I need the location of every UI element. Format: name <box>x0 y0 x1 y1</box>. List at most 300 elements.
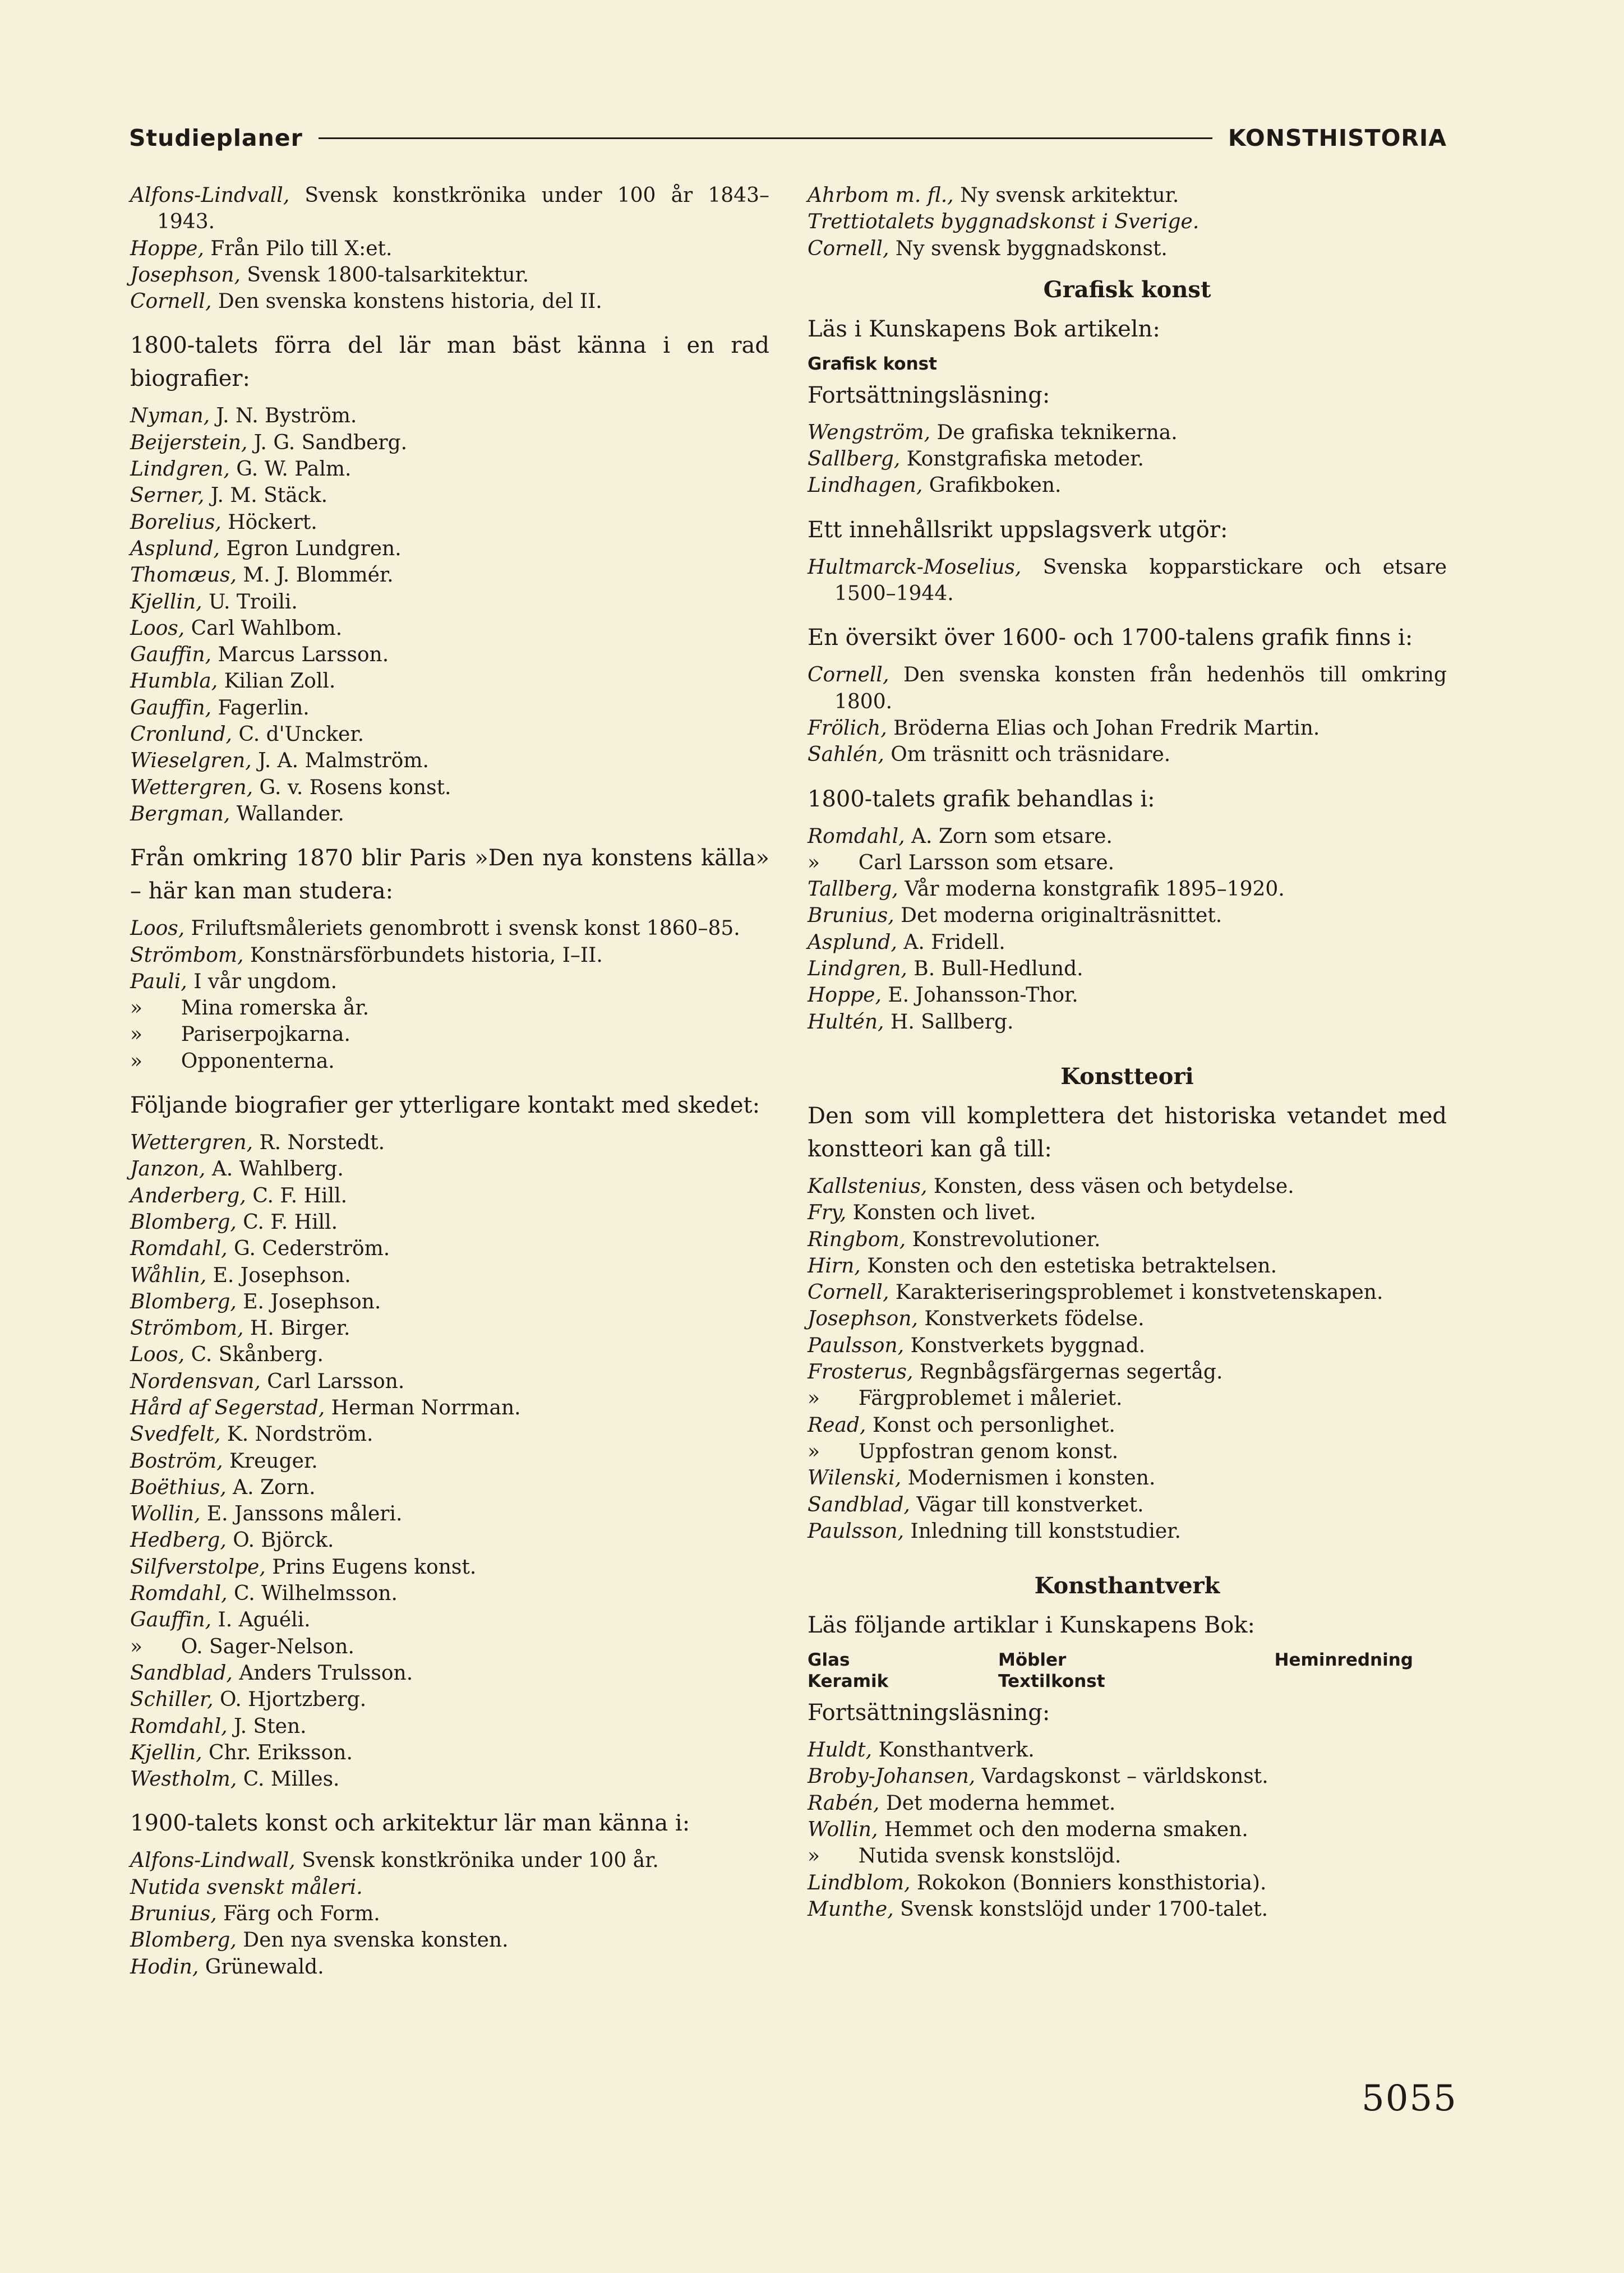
entry-author: Hedberg, <box>130 1529 227 1552</box>
entry-author: Wåhlin, <box>130 1264 207 1287</box>
entry-title: Ny svensk byggnadskonst. <box>895 237 1168 260</box>
entry-title: H. Birger. <box>250 1317 350 1340</box>
entry-author: Cornell, <box>808 663 889 687</box>
bibliography-entry <box>130 615 769 642</box>
entry-author: Cornell, <box>808 237 889 260</box>
entry-author: Hirn, <box>808 1254 861 1278</box>
entry-author: Cornell, <box>130 290 212 313</box>
entry-title: E. Josephson. <box>213 1264 351 1287</box>
entry-author: Blomberg, <box>130 1210 237 1234</box>
entry-title: H. Sallberg. <box>890 1010 1014 1034</box>
entry-title: I vår ungdom. <box>193 970 338 993</box>
ditto-mark: » <box>130 1635 143 1658</box>
entry-author: Broby-Johansen, <box>808 1765 976 1788</box>
entry-author: Boström, <box>130 1449 223 1473</box>
entry-title: J. G. Sandberg. <box>253 431 408 454</box>
entry-title: M. J. Blommér. <box>243 564 394 587</box>
entry-title: Konsten och den estetiska betraktelsen. <box>867 1254 1277 1278</box>
bibliography-entry <box>808 1465 1447 1491</box>
bibliography-entry <box>130 262 769 288</box>
bibliography-entry <box>130 1580 769 1607</box>
entry-title: G. W. Palm. <box>236 458 352 481</box>
entry-author: Cornell, <box>808 1281 889 1304</box>
bibliography-entry <box>808 741 1447 768</box>
bibliography-entry <box>130 1660 769 1686</box>
entry-author: Pauli, <box>130 970 187 993</box>
entry-author: Hoppe, <box>808 984 882 1007</box>
entry-title: A. Fridell. <box>903 930 1005 954</box>
bibliography-entry <box>808 1333 1447 1359</box>
bibliography-entry <box>130 1607 769 1633</box>
article-reference-list <box>808 1649 1447 1692</box>
bibliography-entry <box>130 456 769 482</box>
bibliography-entry <box>130 182 769 236</box>
bibliography-entry <box>130 748 769 774</box>
entry-title: Hemmet och den moderna smaken. <box>884 1818 1248 1841</box>
ditto-mark: » <box>808 1845 820 1868</box>
entry-title: J. N. Byström. <box>216 404 357 428</box>
article-reference: Keramik <box>808 1671 889 1692</box>
entry-title: G. v. Rosens konst. <box>259 776 451 799</box>
bibliography-entry <box>808 1843 1447 1869</box>
bibliography-entry <box>130 1766 769 1792</box>
entry-author: Frölich, <box>808 716 887 740</box>
entry-author: Hodin, <box>130 1955 199 1979</box>
entry-author: Lindgren, <box>130 458 230 481</box>
bibliography-entry <box>130 1395 769 1421</box>
entry-author: Boëthius, <box>130 1476 227 1499</box>
bibliography-entry <box>130 1740 769 1766</box>
bibliography-entry <box>130 1183 769 1209</box>
entry-title: Det moderna hemmet. <box>885 1791 1116 1815</box>
entry-title: Konstverkets födelse. <box>924 1307 1145 1331</box>
entry-title: Vägar till konstverket. <box>916 1493 1144 1516</box>
bibliography-entry <box>808 419 1447 446</box>
entry-title: C. Milles. <box>243 1768 340 1791</box>
entry-author: Cronlund, <box>130 723 232 746</box>
entry-author: Romdahl, <box>808 824 905 848</box>
bibliography-entry <box>130 668 769 694</box>
entry-author: Westholm, <box>130 1768 237 1791</box>
bibliography-entry <box>130 1262 769 1289</box>
entry-title: Den nya svenska konsten. <box>243 1929 509 1952</box>
left-column <box>130 182 769 1980</box>
bibliography-entry <box>808 1763 1447 1790</box>
entry-author: Frosterus, <box>808 1361 913 1384</box>
bibliography-entry <box>130 1847 769 1874</box>
bibliography-entry <box>808 1306 1447 1332</box>
entry-author: Brunius, <box>808 904 894 928</box>
bibliography-entry <box>130 1315 769 1341</box>
entry-author: Silfverstolpe, <box>130 1555 266 1579</box>
entry-title: Rokokon (Bonniers konsthistoria). <box>916 1871 1267 1894</box>
bibliography-entry <box>130 1289 769 1315</box>
bibliography-entry <box>130 995 769 1021</box>
entry-author: Wollin, <box>808 1818 878 1841</box>
entry-title: De grafiska teknikerna. <box>936 421 1178 444</box>
entry-title: Svensk konstkrönika under 100 år. <box>302 1849 659 1873</box>
entry-author: Hultmarck-Moselius, <box>808 555 1022 579</box>
bibliography-entry <box>808 1385 1447 1412</box>
entry-title: Konsten, dess väsen och betydelse. <box>933 1174 1294 1198</box>
entry-title: E. Johansson-Thor. <box>888 984 1078 1007</box>
bibliography-entry <box>130 1474 769 1501</box>
bibliography-entry <box>808 1896 1447 1922</box>
entry-title: Svensk konstkrönika under 100 år 1843–1943. <box>157 184 769 234</box>
entry-title: C. F. Hill. <box>243 1210 338 1234</box>
entry-title: E. Josephson. <box>243 1290 381 1313</box>
bibliography-entry <box>130 695 769 721</box>
header-left: Studieplaner <box>129 125 303 151</box>
bibliography-entry <box>808 1200 1447 1226</box>
bibliography-entry <box>808 1870 1447 1896</box>
entry-title: Konst och personlighet. <box>872 1413 1115 1437</box>
entry-author: Paulsson, <box>808 1519 905 1543</box>
article-reference: Heminredning <box>1274 1650 1413 1671</box>
entry-title: Chr. Eriksson. <box>208 1741 353 1764</box>
bibliography-entry <box>808 554 1447 607</box>
entry-author: Humbla, <box>130 670 218 693</box>
bibliography-entry <box>130 1501 769 1527</box>
entry-author: Sandblad, <box>130 1661 233 1685</box>
bibliography-entry <box>808 1227 1447 1253</box>
entry-title: Den svenska konsten från hedenhös till omkring 1800. <box>834 663 1447 713</box>
bibliography-entry <box>808 1359 1447 1385</box>
entry-title: Uppfostran genom konst. <box>858 1440 1119 1463</box>
entry-author: Ahrbom m. fl., <box>808 184 954 207</box>
entry-author: Thomæus, <box>130 564 237 587</box>
entry-author: Wollin, <box>130 1502 201 1526</box>
entry-author: Lindblom, <box>808 1871 911 1894</box>
entry-title: C. Skånberg. <box>191 1343 324 1367</box>
entry-author: Hoppe, <box>130 237 204 260</box>
entry-author: Nordensvan, <box>130 1370 261 1393</box>
bibliography-entry <box>130 403 769 429</box>
entry-author: Munthe, <box>808 1897 894 1921</box>
bibliography-entry <box>808 1009 1447 1035</box>
entry-title: J. M. Stäck. <box>210 484 328 508</box>
bibliography-entry <box>130 288 769 315</box>
entry-author: Paulsson, <box>808 1334 905 1357</box>
entry-title: Karakteriseringsproblemet i konstvetenskapen. <box>895 1281 1383 1304</box>
entry-author: Svedfelt, <box>130 1423 221 1446</box>
bibliography-entry <box>130 1341 769 1368</box>
entry-title: O. Björck. <box>233 1529 334 1552</box>
bibliography-entry <box>808 1412 1447 1439</box>
section-heading: Konsthantverk <box>1034 1573 1220 1599</box>
entry-title: Svensk konstslöjd under 1700-talet. <box>900 1897 1268 1921</box>
entry-author: Josephson, <box>808 1307 918 1331</box>
ditto-mark: » <box>808 1440 820 1463</box>
entry-author: Loos, <box>130 616 185 640</box>
paragraph: Fortsättningsläsning: <box>808 382 1050 408</box>
entry-author: Sahlén, <box>808 743 884 767</box>
bibliography-entry <box>130 430 769 456</box>
bibliography-entry <box>808 662 1447 715</box>
paragraph: Läs i Kunskapens Bok artikeln: <box>808 316 1160 342</box>
entry-author: Huldt, <box>808 1739 873 1762</box>
bibliography-entry <box>130 969 769 995</box>
entry-author: Borelius, <box>130 510 222 534</box>
entry-author: Romdahl, <box>130 1237 228 1261</box>
entry-title: Konstverkets byggnad. <box>910 1334 1146 1357</box>
bibliography-entry <box>130 642 769 668</box>
entry-author: Romdahl, <box>130 1582 228 1606</box>
entry-title: Den svenska konstens historia, del II. <box>218 290 602 313</box>
entry-title: Carl Larsson. <box>267 1370 405 1393</box>
entry-author: Sandblad, <box>808 1493 910 1516</box>
entry-title: Grafikboken. <box>929 474 1062 497</box>
bibliography-entry <box>808 1253 1447 1279</box>
entry-author: Janzon, <box>130 1158 206 1181</box>
entry-author: Strömbom, <box>130 1317 244 1340</box>
entry-title: I. Aguéli. <box>218 1608 311 1632</box>
entry-author: Lindgren, <box>808 957 907 981</box>
paragraph: Läs följande artiklar i Kunskapens Bok: <box>808 1612 1256 1639</box>
entry-title: Modernismen i konsten. <box>907 1467 1156 1490</box>
entry-author: Anderberg, <box>130 1184 246 1207</box>
entry-title: Egron Lundgren. <box>226 537 402 560</box>
bibliography-entry <box>808 1173 1447 1200</box>
entry-title: A. Zorn. <box>233 1476 316 1499</box>
entry-title: Svensk 1800-talsarkitektur. <box>247 263 529 287</box>
article-reference: Grafisk konst <box>808 353 937 374</box>
entry-title: Grünewald. <box>205 1955 324 1979</box>
entry-author: Asplund, <box>130 537 220 560</box>
bibliography-entry <box>130 236 769 262</box>
bibliography-entry <box>808 1737 1447 1763</box>
entry-author: Sallberg, <box>808 448 901 471</box>
entry-title: Det moderna originalträsnittet. <box>901 904 1222 928</box>
entry-author: Loos, <box>130 917 185 940</box>
entry-author: Gauffin, <box>130 1608 212 1632</box>
entry-author: Nyman, <box>130 404 210 428</box>
entry-author: Lindhagen, <box>808 474 923 497</box>
entry-author: Schiller, <box>130 1688 214 1712</box>
bibliography-entry <box>130 1021 769 1048</box>
entry-author: Nutida svenskt måleri. <box>130 1875 363 1899</box>
bibliography-entry <box>130 801 769 827</box>
bibliography-entry <box>130 536 769 562</box>
bibliography-entry <box>130 1686 769 1713</box>
bibliography-entry <box>808 446 1447 472</box>
entry-author: Alfons-Lindvall, <box>130 184 290 207</box>
bibliography-entry <box>130 1527 769 1553</box>
article-reference: Glas <box>808 1650 850 1671</box>
entry-title: J. Sten. <box>234 1714 307 1738</box>
bibliography-entry <box>130 721 769 748</box>
page-number: 5055 <box>1362 2078 1457 2119</box>
article-reference: Textilkonst <box>998 1671 1105 1692</box>
entry-author: Wilenski, <box>808 1467 902 1490</box>
entry-title: Färg och Form. <box>223 1902 380 1926</box>
entry-author: Gauffin, <box>130 696 212 720</box>
entry-title: Herman Norrman. <box>331 1396 521 1419</box>
entry-title: Konstnärsförbundets historia, I–II. <box>250 943 603 967</box>
entry-author: Read, <box>808 1413 866 1437</box>
bibliography-entry <box>808 1439 1447 1465</box>
ditto-mark: » <box>130 1049 143 1073</box>
entry-title: A. Zorn som etsare. <box>911 824 1113 848</box>
article-reference: Möbler <box>998 1650 1067 1671</box>
entry-title: Om träsnitt och träsnidare. <box>891 743 1171 767</box>
entry-author: Josephson, <box>130 263 241 287</box>
entry-author: Bergman, <box>130 802 230 826</box>
entry-title: Nutida svensk konstslöjd. <box>858 1845 1122 1868</box>
bibliography-entry <box>130 1954 769 1980</box>
entry-title: Inledning till konststudier. <box>910 1519 1181 1543</box>
entry-title: Konstrevolutioner. <box>912 1228 1101 1251</box>
entry-title: K. Nordström. <box>227 1423 373 1446</box>
ditto-mark: » <box>130 997 143 1020</box>
bibliography-entry <box>130 1421 769 1447</box>
bibliography-entry <box>130 1901 769 1927</box>
bibliography-entry <box>130 562 769 588</box>
entry-title: U. Troili. <box>208 590 298 614</box>
ditto-mark: » <box>130 1023 143 1046</box>
entry-title: Pariserpojkarna. <box>181 1023 350 1046</box>
bibliography-entry <box>808 823 1447 850</box>
bibliography-entry <box>130 1368 769 1395</box>
bibliography-entry <box>808 1279 1447 1306</box>
paragraph: Den som vill komplettera det historiska vetandet med konstteori kan gå till: <box>808 1103 1447 1162</box>
bibliography-entry <box>130 1874 769 1901</box>
entry-title: O. Sager-Nelson. <box>181 1635 354 1658</box>
entry-author: Hultén, <box>808 1010 884 1034</box>
section-heading: Grafisk konst <box>1043 276 1211 303</box>
ditto-mark: » <box>808 851 820 874</box>
paragraph: 1900-talets konst och arkitektur lär man känna i: <box>130 1810 690 1837</box>
paragraph: 1800-talets förra del lär man bäst känna i en rad biografier: <box>130 333 769 392</box>
entry-title: Ny svensk arkitektur. <box>960 184 1179 207</box>
bibliography-entry <box>130 589 769 615</box>
entry-author: Beijerstein, <box>130 431 248 454</box>
entry-title: Marcus Larsson. <box>218 643 389 667</box>
entry-title: Fagerlin. <box>218 696 310 720</box>
bibliography-entry <box>130 942 769 969</box>
bibliography-entry <box>808 902 1447 929</box>
entry-title: B. Bull-Hedlund. <box>913 957 1083 981</box>
bibliography-entry <box>808 956 1447 982</box>
entry-author: Gauffin, <box>130 643 212 667</box>
bibliography-entry <box>808 715 1447 741</box>
bibliography-entry <box>808 472 1447 499</box>
entry-title: Konsten och livet. <box>852 1201 1036 1225</box>
entry-title: Anders Trulsson. <box>239 1661 413 1685</box>
header-rule <box>319 137 1212 139</box>
entry-title: Opponenterna. <box>181 1049 335 1073</box>
entry-author: Romdahl, <box>130 1714 228 1738</box>
bibliography-entry <box>808 876 1447 902</box>
bibliography-entry <box>808 236 1447 262</box>
entry-title: Friluftsmåleriets genombrott i svensk konst 1860–85. <box>191 917 740 940</box>
paragraph: Från omkring 1870 blir Paris »Den nya konstens källa» – här kan man studera: <box>130 845 769 905</box>
entry-author: Tallberg, <box>808 878 898 901</box>
entry-title: E. Janssons måleri. <box>206 1502 403 1526</box>
entry-author: Blomberg, <box>130 1290 237 1313</box>
entry-author: Hård af Segerstad, <box>130 1396 325 1419</box>
bibliography-entry <box>808 850 1447 876</box>
bibliography-entry <box>130 1634 769 1660</box>
paragraph: Följande biografier ger ytterligare kontakt med skedet: <box>130 1092 760 1119</box>
paragraph: Fortsättningsläsning: <box>808 1700 1050 1726</box>
entry-title: Konsthantverk. <box>878 1739 1035 1762</box>
entry-author: Kjellin, <box>130 590 202 614</box>
entry-title: C. Wilhelmsson. <box>234 1582 398 1606</box>
entry-title: G. Cederström. <box>234 1237 390 1261</box>
paragraph: Ett innehållsrikt uppslagsverk utgör: <box>808 517 1228 543</box>
ditto-mark: » <box>808 1387 820 1410</box>
bibliography-entry <box>130 1235 769 1262</box>
bibliography-entry <box>130 1927 769 1953</box>
entry-title: Mina romerska år. <box>181 997 370 1020</box>
bibliography-entry <box>808 982 1447 1008</box>
entry-title: Carl Wahlbom. <box>191 616 343 640</box>
entry-title: Regnbågsfärgernas segertåg. <box>919 1361 1223 1384</box>
entry-author: Trettiotalets byggnadskonst i Sverige. <box>808 210 1199 234</box>
entry-title: J. A. Malmström. <box>258 749 429 773</box>
entry-title: Vår moderna konstgrafik 1895–1920. <box>905 878 1285 901</box>
entry-author: Brunius, <box>130 1902 217 1926</box>
entry-title: Carl Larsson som etsare. <box>858 851 1115 874</box>
running-header <box>129 125 1447 151</box>
bibliography-entry <box>808 209 1447 235</box>
entry-author: Wettergren, <box>130 1131 253 1155</box>
entry-title: Bröderna Elias och Johan Fredrik Martin. <box>893 716 1320 740</box>
bibliography-entry <box>808 1492 1447 1518</box>
entry-author: Strömbom, <box>130 943 244 967</box>
bibliography-entry <box>130 1048 769 1075</box>
entry-title: Höckert. <box>228 510 317 534</box>
entry-title: O. Hjortzberg. <box>220 1688 367 1712</box>
bibliography-entry <box>808 182 1447 209</box>
entry-title: Svenska kopparstickare och etsare 1500–1944. <box>834 555 1447 606</box>
bibliography-entry <box>130 915 769 942</box>
bibliography-entry <box>130 509 769 536</box>
entry-title: Vardagskonst – världskonst. <box>981 1765 1268 1788</box>
entry-title: Prins Eugens konst. <box>272 1555 477 1579</box>
entry-author: Serner, <box>130 484 205 508</box>
bibliography-entry <box>130 482 769 509</box>
paragraph: En översikt över 1600- och 1700-talens grafik finns i: <box>808 625 1413 651</box>
bibliography-entry <box>130 1554 769 1580</box>
entry-title: Wallander. <box>236 802 344 826</box>
entry-title: Konstgrafiska metoder. <box>906 448 1144 471</box>
entry-title: A. Wahlberg. <box>211 1158 344 1181</box>
entry-title: Färgproblemet i måleriet. <box>858 1387 1123 1410</box>
entry-author: Wieselgren, <box>130 749 252 773</box>
entry-author: Wengström, <box>808 421 931 444</box>
right-column <box>808 182 1447 1922</box>
entry-author: Loos, <box>130 1343 185 1367</box>
entry-author: Asplund, <box>808 930 897 954</box>
entry-author: Alfons-Lindwall, <box>130 1849 296 1873</box>
entry-author: Rabén, <box>808 1791 880 1815</box>
bibliography-entry <box>130 1129 769 1156</box>
entry-author: Fry, <box>808 1201 847 1225</box>
bibliography-entry <box>808 929 1447 956</box>
bibliography-entry <box>808 1790 1447 1816</box>
entry-title: Kilian Zoll. <box>224 670 336 693</box>
entry-title: Kreuger. <box>229 1449 318 1473</box>
bibliography-entry <box>808 1518 1447 1544</box>
entry-author: Blomberg, <box>130 1929 237 1952</box>
section-heading: Konstteori <box>1060 1063 1194 1090</box>
bibliography-entry <box>130 1713 769 1740</box>
entry-author: Kjellin, <box>130 1741 202 1764</box>
paragraph: 1800-talets grafik behandlas i: <box>808 786 1155 812</box>
entry-title: Från Pilo till X:et. <box>210 237 393 260</box>
